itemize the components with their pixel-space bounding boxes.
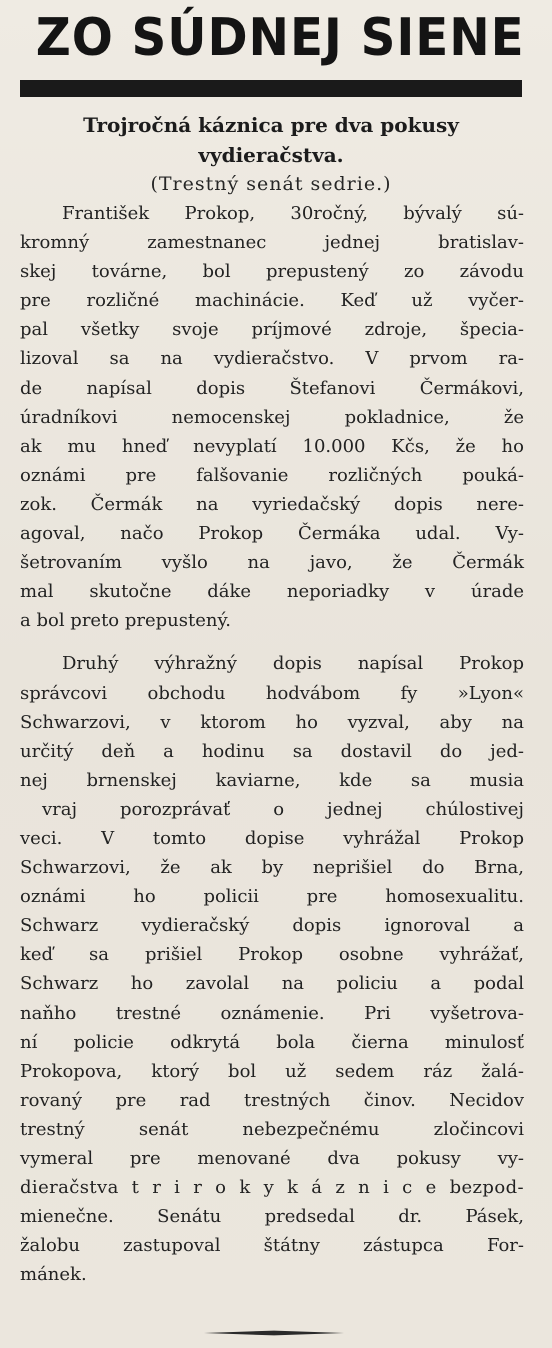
body-line: úradníkovi nemocenskej pokladnice, že	[20, 406, 524, 428]
body-line: nej brnenskej kaviarne, kde sa musia	[20, 769, 524, 791]
body-line: zok. Čermák na vyriedačský dopis nere-	[20, 493, 524, 515]
body-line: František Prokop, 30ročný, bývalý sú-	[62, 203, 524, 224]
body-line: Schwarzovi, že ak by neprišiel do Brna,	[20, 857, 524, 879]
body-line: agoval, načo Prokop Čermáka udal. Vy-	[20, 523, 524, 545]
body-line: rovaný pre rad trestných činov. Necidov	[20, 1089, 524, 1111]
body-line: kromný zamestnanec jednej bratislav-	[20, 232, 524, 254]
article-body	[20, 199, 524, 1289]
body-line: vraj porozprávať o jednej chúlostivej	[42, 798, 524, 820]
section-masthead: ZO SÚDNEJ SIENE	[35, 8, 525, 68]
body-line: oznámi ho policii pre homosexualitu.	[20, 886, 524, 908]
body-line: vymeral pre menované dva pokusy vy-	[20, 1148, 524, 1169]
body-line: mienečne. Senátu predsedal dr. Pásek,	[20, 1206, 524, 1228]
paragraph-gap	[20, 635, 524, 649]
article-headline: Trojročná káznica pre dva pokusy vydieračstva.	[83, 113, 459, 167]
body-line: šetrovaním vyšlo na javo, že Čermák	[20, 552, 524, 574]
masthead-rule	[20, 80, 522, 97]
body-line: veci. V tomto dopise vyhrážal Prokop	[20, 827, 524, 849]
body-line: Schwarz vydieračský dopis ignoroval a	[20, 915, 524, 937]
body-line: keď sa prišiel Prokop osobne vyhrážať,	[20, 944, 524, 966]
body-line: naňho trestné oznámenie. Pri vyšetrova-	[20, 1002, 524, 1024]
body-line: pre rozličné machinácie. Keď už vyčer-	[20, 290, 524, 312]
body-line: mánek.	[20, 1264, 87, 1286]
body-line: Prokopova, ktorý bol už sedem ráz žalá-	[20, 1060, 524, 1082]
article-subhead: (Trestný senát sedrie.)	[150, 173, 392, 195]
body-line: lizoval sa na vydieračstvo. V prvom ra-	[20, 348, 524, 370]
body-line: oznámi pre falšovanie rozličných pouká-	[20, 464, 524, 486]
body-line: správcovi obchodu hodvábom fy »Lyon«	[20, 682, 524, 704]
body-line: žalobu zastupoval štátny zástupca For-	[20, 1235, 524, 1257]
body-line: mal skutočne dáke neporiadky v úrade	[20, 581, 524, 603]
body-line: Schwarzovi, v ktorom ho vyzval, aby na	[20, 711, 524, 733]
body-line: Druhý výhražný dopis napísal Prokop	[62, 653, 524, 675]
end-of-article-ornament	[204, 1330, 344, 1336]
body-line: dieračstva t r i r o k y k á z n i c e bezpod-	[20, 1177, 524, 1199]
body-line: de napísal dopis Štefanovi Čermákovi,	[20, 377, 524, 399]
body-line: určitý deň a hodinu sa dostavil do jed-	[20, 740, 524, 762]
body-line: a bol preto prepustený.	[20, 610, 231, 632]
body-line: pal všetky svoje príjmové zdroje, špecia-	[20, 319, 524, 341]
body-line: ak mu hneď nevyplatí 10.000 Kčs, že ho	[20, 435, 524, 457]
body-line: ní policie odkrytá bola čierna minulosť	[20, 1031, 524, 1053]
body-line: trestný senát nebezpečnému zločincovi	[20, 1118, 524, 1140]
body-line: Schwarz ho zavolal na policiu a podal	[20, 973, 524, 995]
ornament-dagger-shape	[204, 1331, 344, 1336]
body-line: skej továrne, bol prepustený zo závodu	[20, 261, 524, 283]
